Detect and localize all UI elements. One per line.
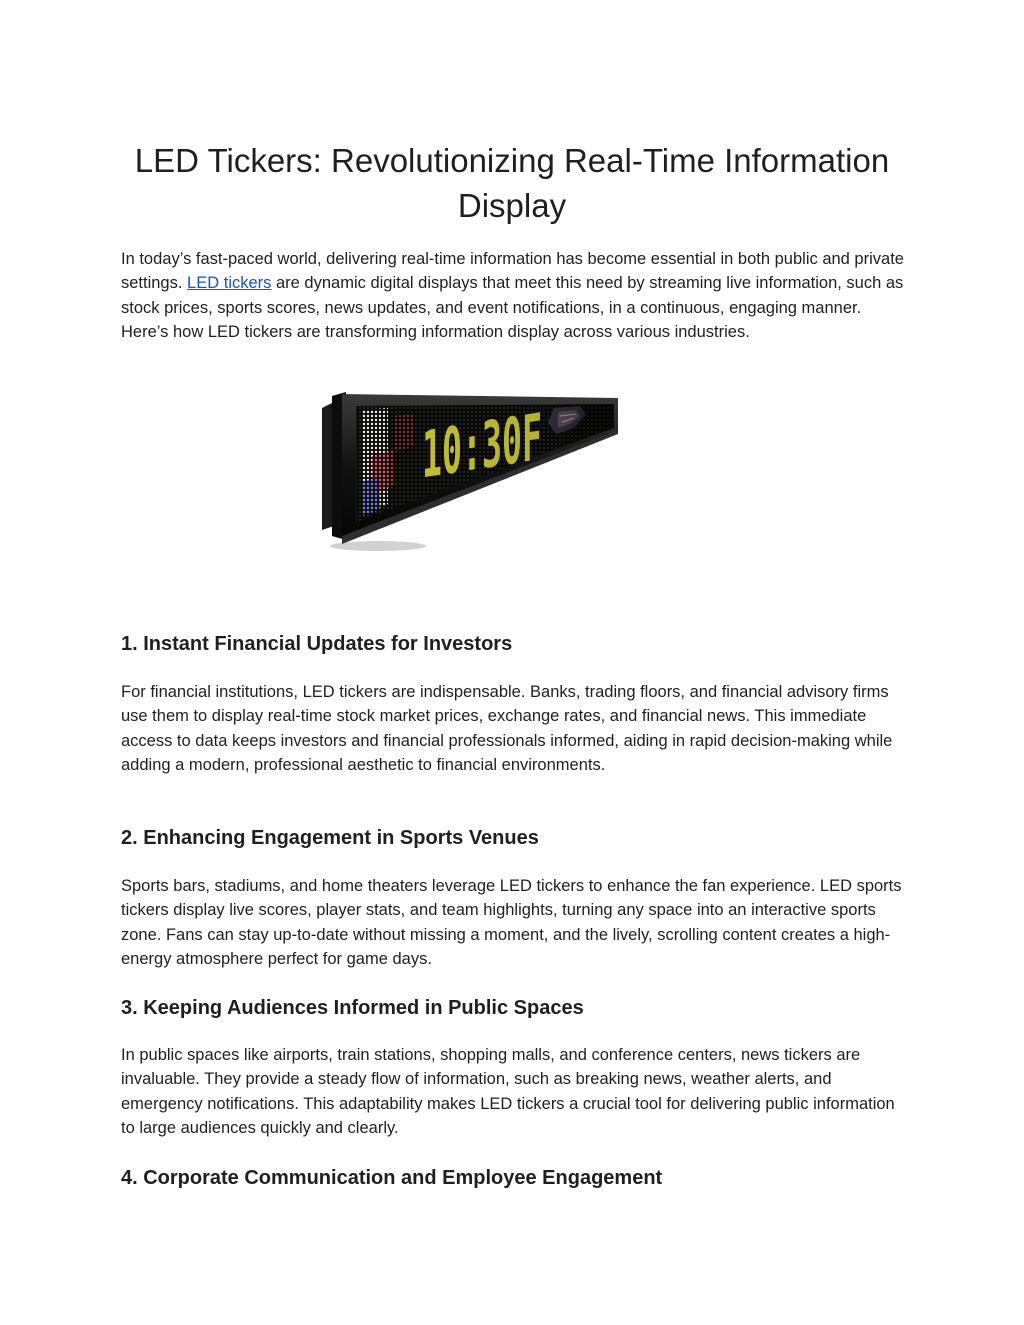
intro-paragraph	[121, 247, 906, 345]
intro-text-before-link: In today’s fast-paced world, delivering real-time information has become essential in both public and private settings.	[121, 250, 904, 293]
section-paragraph-1: For financial institutions, LED tickers are indispensable. Banks, trading floors, and financial advisory firms use them to display real-time stock market prices, exchange rates, and financial news. This immediate access to data keeps investors and financial professionals informed, aiding in rapid decision-making while adding a modern, professional aesthetic to financial environments.	[121, 683, 893, 775]
led-tickers-link[interactable]: LED tickers	[187, 274, 272, 293]
led-ticker-image	[318, 386, 628, 561]
section-heading-3: 3. Keeping Audiences Informed in Public Spaces	[121, 997, 584, 1019]
page-title: LED Tickers: Revolutionizing Real-Time Information Display	[134, 142, 890, 224]
intro-text-after-link: are dynamic digital displays that meet this need by streaming live information, such as stock prices, sports scores, news updates, and event notifications, in a continuous, engaging manner. Here’s how LED tickers are transforming information display across various industries.	[121, 274, 904, 342]
section-heading-1: 1. Instant Financial Updates for Investors	[121, 633, 513, 655]
section-paragraph-3: In public spaces like airports, train stations, shopping malls, and conference centers, news tickers are invaluable. They provide a steady flow of information, such as breaking news, weather alerts, and emergency notifications. This adaptability makes LED tickers a crucial tool for delivering public information to large audiences quickly and clearly.	[121, 1046, 895, 1138]
section-paragraph-2: Sports bars, stadiums, and home theaters leverage LED tickers to enhance the fan experience. LED sports tickers display live scores, player stats, and team highlights, turning any space into an interactive sports zone. Fans can stay up-to-date without missing a moment, and the lively, scrolling content creates a high-energy atmosphere perfect for game days.	[121, 877, 902, 969]
section-heading-2: 2. Enhancing Engagement in Sports Venues	[121, 827, 539, 849]
section-heading-4: 4. Corporate Communication and Employee Engagement	[121, 1167, 663, 1189]
